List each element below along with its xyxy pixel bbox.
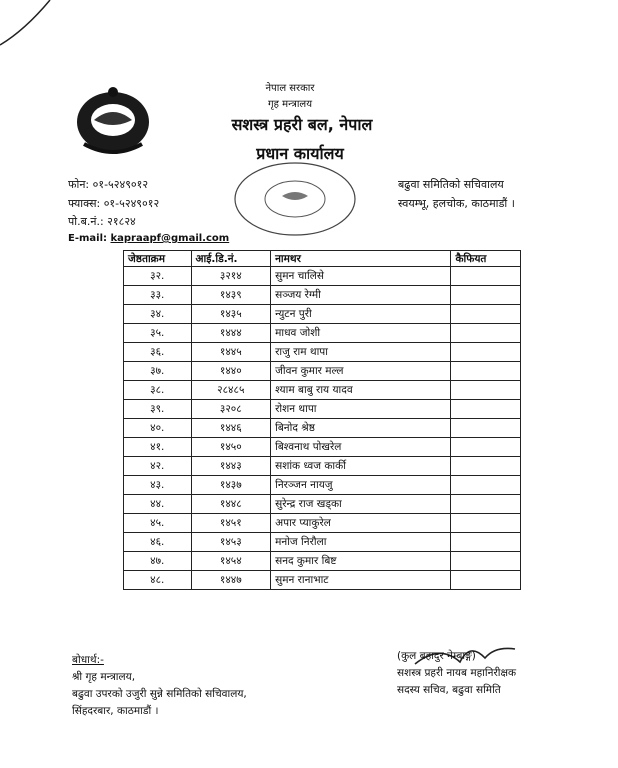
cell-id: १४४७ [191,571,271,590]
table-row [124,533,521,552]
table-row [124,400,521,419]
signatory-name: (कुल बहादुर नेम्बाङ्ग) [397,650,476,662]
po-box: पो.ब.नं.: २१८२४ [68,215,136,228]
cell-id: १४३९ [191,286,271,305]
cell-seniority: ४७. [124,552,192,571]
header-id: आई.डि.नं. [191,251,271,267]
header-seniority: जेष्ठताक्रम [124,251,192,267]
cell-id: ३२१४ [191,267,271,286]
cell-seniority: ४४. [124,495,192,514]
cell-id: १४५३ [191,533,271,552]
cell-id: १४५४ [191,552,271,571]
cell-seniority: ३४. [124,305,192,324]
cell-remarks [451,286,521,305]
email-label: E-mail: [68,233,108,244]
cell-name: अपार प्याकुरेल [271,514,451,533]
cell-id: १४४३ [191,457,271,476]
email-line [68,233,229,244]
cell-id: १४४४ [191,324,271,343]
cc-label: बोधार्थ:- [72,654,104,666]
header-name: नामथर [271,251,451,267]
signatory-role: सदस्य सचिव, बढुवा समिति [397,684,501,696]
phone-number: फोन: ०१-५२४९०१२ [68,178,149,191]
table-header-row [124,251,521,267]
table-row [124,514,521,533]
cell-remarks [451,419,521,438]
table-row [124,457,521,476]
table-row [124,305,521,324]
cell-remarks [451,495,521,514]
table-row [124,324,521,343]
cell-seniority: ३३. [124,286,192,305]
cell-seniority: ३९. [124,400,192,419]
ministry-name: गृह मन्त्रालय [267,99,313,110]
cell-id: १४४६ [191,419,271,438]
secretariat-address: स्वयम्भू, हलचोक, काठमाडौं । [398,197,515,210]
email-link[interactable]: kapraapf@gmail.com [110,233,230,244]
cell-remarks [451,476,521,495]
cell-name: जीवन कुमार मल्ल [271,362,451,381]
table-row [124,476,521,495]
signature-block [397,648,516,699]
cell-remarks [451,362,521,381]
cell-id: १४४० [191,362,271,381]
table-row [124,495,521,514]
cell-remarks [451,267,521,286]
cell-seniority: ३२. [124,267,192,286]
cell-name: सञ्जय रेग्मी [271,286,451,305]
office-stamp [232,160,358,238]
cell-seniority: ४३. [124,476,192,495]
table-row [124,552,521,571]
cell-name: राजु राम थापा [271,343,451,362]
cell-seniority: ४५. [124,514,192,533]
cell-id: २८४८५ [191,381,271,400]
cell-name: सुमन चालिसे [271,267,451,286]
cell-seniority: ४८. [124,571,192,590]
table-row [124,267,521,286]
header-remarks: कैफियत [451,251,521,267]
cell-remarks [451,533,521,552]
cell-name: सुरेन्द्र राज खड्का [271,495,451,514]
table-row [124,419,521,438]
cc-line-1: श्री गृह मन्त्रालय, [72,671,136,683]
table-row [124,438,521,457]
cell-remarks [451,457,521,476]
cell-seniority: ३५. [124,324,192,343]
cell-id: १४५० [191,438,271,457]
cell-name: सुमन रानाभाट [271,571,451,590]
organization-name: सशस्त्र प्रहरी बल, नेपाल [231,115,373,134]
cell-seniority: ४२. [124,457,192,476]
cell-id: १४५१ [191,514,271,533]
cell-id: १४४८ [191,495,271,514]
cell-remarks [451,305,521,324]
secretariat-name: बढुवा समितिको सचिवालय [398,178,504,191]
cell-seniority: ३६. [124,343,192,362]
cell-seniority: ४१. [124,438,192,457]
cell-remarks [451,324,521,343]
government-name: नेपाल सरकार [265,83,315,94]
cell-remarks [451,571,521,590]
cell-remarks [451,343,521,362]
seniority-table [123,250,521,590]
nepal-emblem-icon [72,82,154,156]
cell-seniority: ४६. [124,533,192,552]
cell-id: १४३५ [191,305,271,324]
cc-line-2: बढुवा उपरको उजुरी सुन्ने समितिको सचिवालय, [72,688,247,700]
cell-remarks [451,381,521,400]
table-row [124,571,521,590]
cell-remarks [451,552,521,571]
cell-id: ३२०८ [191,400,271,419]
cell-id: १४४५ [191,343,271,362]
table-row [124,286,521,305]
table-row [124,362,521,381]
corner-mark [0,0,60,50]
cell-name: मनोज निरौला [271,533,451,552]
cell-name: बिनोद श्रेष्ठ [271,419,451,438]
cell-name: श्याम बाबु राय यादव [271,381,451,400]
fax-number: फ्याक्स: ०१-५२४९०१२ [68,197,160,210]
cell-name: सनद कुमार बिष्ट [271,552,451,571]
cell-name: न्युटन पुरी [271,305,451,324]
cc-block [72,652,247,720]
cell-seniority: ४०. [124,419,192,438]
office-name: प्रधान कार्यालय [256,144,344,163]
cell-name: माधव जोशी [271,324,451,343]
cell-name: बिश्वनाथ पोखरेल [271,438,451,457]
cell-remarks [451,438,521,457]
cell-seniority: ३८. [124,381,192,400]
cell-remarks [451,514,521,533]
signatory-title: सशस्त्र प्रहरी नायब महानिरीक्षक [397,667,517,679]
cc-line-3: सिंहदरबार, काठमाडौं । [72,705,159,717]
cell-name: सशांक ध्वज कार्की [271,457,451,476]
cell-name: निरञ्जन नायजु [271,476,451,495]
cell-seniority: ३७. [124,362,192,381]
cell-name: रोशन थापा [271,400,451,419]
cell-id: १४३७ [191,476,271,495]
table-row [124,381,521,400]
cell-remarks [451,400,521,419]
table-row [124,343,521,362]
